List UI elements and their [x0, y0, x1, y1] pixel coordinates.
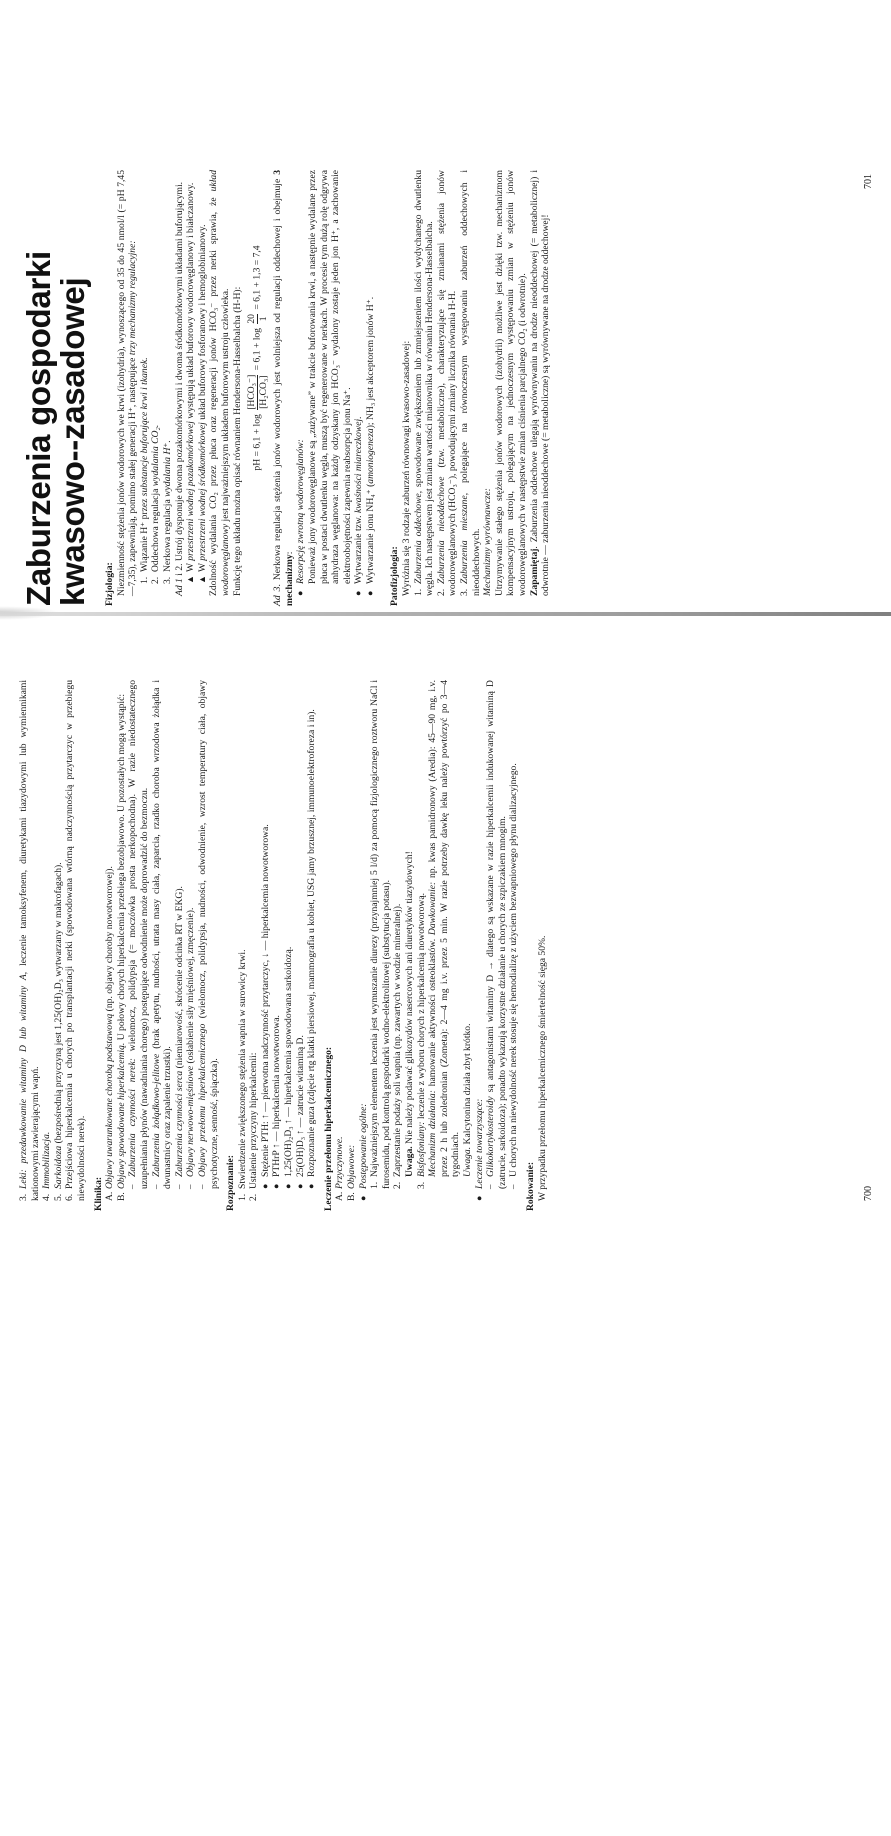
paragraph-zdolnosc: Zdolność wydalania CO₂ przez płuca oraz regeneracji jonów HCO₃⁻ przez nerki sprawia, że układ wodorowęglanowy jest najważniejszym układem buforowym ustroju człowieka. — [208, 170, 231, 596]
list-item: ●1,25(OH)₂D₃ ↑ — hiperkalcemia spowodowana sarkoidozą. — [283, 946, 295, 1189]
paragraph-zapamietaj: Zapamiętaj. Zaburzenia oddechowe ulegają wyrównywaniu na drodze nieoddechowej (= metabolicznej) i odwrotnie — zaburzenia nieoddechowe (= metaboliczne) są wyrównywane na drodze oddechowej! — [528, 170, 552, 596]
paragraph-bisfosfoniany: Mechanizm działania: hamowanie aktywności osteoklastów. Dawkowanie: np. kwas pamidronowy (Aredia): 45—90 mg, i.v. przez 2 h lub zoledronian (Zometa): 2—4 mg i.v. przez 5 min. W razie potrzeby dawkę leku należy powtórzyć po 3—4 tygodniach. — [427, 680, 462, 1177]
dash-icon: – — [127, 1184, 138, 1189]
list-item: 1.Najważniejszym elementem leczenia jest wymuszanie diurezy (przynajmniej 5 l/d) za pomocą fizjologicznego roztworu NaCl i furosemidu, pod kontrolą gospodarki wodno-elektrolitowej (substytucja potasu). — [369, 680, 392, 1189]
list-item: B.Objawowe: — [346, 1144, 358, 1201]
list-item: 3.Bisfosfoniany: leczenie z wyboru chorych z hiperkalcemią nowotworową. — [415, 893, 427, 1189]
list-item: –Zaburzenia czynności nerek: wielomocz, polidypsja (= moczówka prosta nerkopochodna). W razie niedostatecznego uzupełniania płynów (nawadniania chorego) postępujące odwodnienie może doprowadzić do bezmoczu. — [127, 680, 150, 1189]
subheading-mechanizmy: Mechanizmy wyrównawcze: — [482, 488, 494, 596]
list-item: –U chorych na niewydolność nerek stosuje się hemodializę z użyciem bezwapniowego płynu dializacyjnego. — [508, 763, 520, 1189]
dash-icon: – — [485, 1184, 496, 1189]
list-item: A.Przyczynowe. — [334, 1136, 346, 1201]
list-item: 6.Przejściowa hiperkalcemia u chorych po transplantacji nerki (spowodowana wtórną nadczynnością przytarczyc w przebiegu niewydolności nerek). — [64, 680, 87, 1201]
list-item: –Zaburzenia żołądkowo-jelitowe (brak apetytu, nudności, utrata masy ciała, zaparcia, rzadko choroba wrzodowa żołądka i dwunastnicy oraz zapalenie trzustki). — [150, 679, 174, 1189]
bullet-icon: ● — [353, 590, 364, 596]
list-item: 1.Stwierdzenie zwiększonego stężenia wapnia w surowicy krwi. — [236, 949, 248, 1201]
paragraph-ad3: Ad 3. Nerkowa regulacja stężenia jonów wodorowych jest wolniejsza od regulacji oddechowej i obejmuje 3 mechanizmy: — [272, 170, 295, 606]
paragraph-pato-intro: Wyróżnia się 3 rodzaje zaburzeń równowagi kwasowo-zasadowej: — [401, 340, 413, 596]
list-item: ●Rozpoznanie guza (zdjęcie rtg klatki piersiowej, mammografia u kobiet, USG jamy brzusznej, immunoelektroforeza i in). — [306, 709, 318, 1189]
paragraph-ad12: Ad 1 i 2. Ustrój dysponuje dwoma pozakomórkowymi i dwoma śródkomórkowymi układami buforującymi. — [173, 181, 185, 596]
paragraph-funkcje: Funkcję tego układu można opisać równaniem Hendersona-Hasselbalcha (H-H): — [231, 286, 243, 596]
bullet-icon: ● — [283, 1183, 294, 1189]
list-item: 1.Zaburzenia oddechowe, spowodowane zwiększeniem lub zmniejszeniem ilości wydychanego dwutlenku węgla. Ich następstwem jest zmiana wartości mianownika w równaniu Hendersona-Hasselbalcha. — [412, 170, 436, 596]
paragraph-resorpcja: Ponieważ jony wodorowęglanowe są „zużywane” w trakcie buforowania krwi, a następnie wydalane przez płuca w postaci dwutlenku węgla, muszą być regenerowane w nerkach. W procesie tym dużą rolę odgrywa anhydraza węglanowa: na każdy odzyskany jon HCO₃⁻ wydalony zostaje jeden jon H⁺, a zachowanie elektroobojętności zapewnia reabsorpcja jonu Na⁺. — [306, 170, 353, 584]
list-item: ●25(OH)D₃ ↑ — zatrucie witaminą D. — [294, 1035, 306, 1189]
list-item: 4.Immobilizacja. — [41, 1131, 53, 1201]
list-item: ▲W przestrzeni wodnej śródkomórkowej układ buforowy fosforanowy i hemoglobinianowy. — [196, 224, 208, 584]
list-item: ●Stężenie PTH: ↑ — pierwotna nadczynność przytarczyc, ↓ — hiperkalcemia nowotworowa. — [259, 824, 271, 1189]
bullet-icon: ● — [357, 1195, 368, 1201]
list-item: 3.Zaburzenia mieszane, polegające na równoczesnym występowaniu zaburzeń oddechowych i nieoddechowych. — [459, 169, 482, 596]
paragraph-mechanizmy: Utrzymywanie stałego stężenia jonów wodorowych (izohydrii) możliwe jest dzięki tzw. mechanizmom kompensacyjnym ustroju, polegającym na jednoczesnym występowaniu zmian w stężeniu jonów wodorowęglanowych w następstwie zmian ciśnienia parcjalnego CO₂ (i odwrotnie). — [493, 170, 528, 596]
dash-icon: – — [508, 1184, 519, 1189]
heading-rozpoznanie: Rozpoznanie: — [225, 1155, 237, 1211]
heading-klinika: Klinika: — [92, 1176, 104, 1211]
list-item: 3.Nerkowa regulacja wydalania H⁺. — [161, 440, 173, 584]
bullet-icon: ● — [473, 1195, 484, 1201]
page-number: 701 — [863, 174, 874, 189]
list-item: ●Resorpcję zwrotną wodorowęglanów: — [295, 439, 307, 596]
bullet-icon: ● — [294, 1183, 305, 1189]
list-item: 1.Wiązanie H⁺ przez substancje buforujące krwi i tkanek. — [138, 357, 150, 584]
list-item: ●PTHrP ↑ — hiperkalcemia nowotworowa. — [271, 1015, 283, 1189]
list-item: ●Postępowanie ogólne: — [357, 1103, 369, 1201]
list-item: A.Objawy uwarunkowane chorobą podstawową (np. objawy choroby nowotworowej). — [104, 866, 116, 1201]
bullet-icon: ● — [295, 590, 306, 596]
list-item: 2.Zaburzenia nieoddechowe (tzw. metaboliczne), charakteryzujące się zmianami stężenia jonów wodorowęglanowych (HCO₃⁻), powodującymi zmiany licznika równania H-H. — [435, 170, 459, 596]
page-number: 700 — [863, 1186, 874, 1201]
bullet-icon: ● — [259, 1183, 270, 1189]
book-spine — [0, 612, 891, 616]
list-item: –Zaburzenia czynności serca (niemiarowość, skrócenie odcinka RT w EKG). — [173, 886, 185, 1189]
list-item: 2.Ustalenie przyczyny hiperkalcemii: — [248, 1052, 260, 1201]
page-700 — [12, 670, 882, 1215]
list-item: ●Wytwarzanie jonu NH₄⁺ (amoniogeneza); NH₃ jest akceptorem jonów H⁺. — [364, 296, 376, 596]
list-item: ●Wytwarzanie tzw. kwaśności miareczkowej. — [353, 416, 365, 596]
list-item: –Objawy przełomu hiperkalcemicznego (wielomocz, polidypsja, nudności, odwodnienie, wzrost temperatury ciała, objawy psychotyczne, senność, śpiączka). — [196, 680, 220, 1189]
dash-icon: – — [196, 1184, 207, 1189]
dash-icon: – — [150, 1184, 161, 1189]
heading-fizjologia: Fizjologia: — [104, 562, 115, 606]
list-item: 3.Leki: przedawkowanie witaminy D lub witaminy A, leczenie tamoksyfenem, diuretykami tiazydowymi lub wymiennikami kationowymi zawierającymi wapń. — [18, 679, 41, 1201]
list-item: 2.Zaprzestanie podaży soli wapnia (np. zawartych w wodzie mineralnej). — [392, 903, 404, 1189]
heading-leczenie: Leczenie przełomu hiperkalcemicznego: — [322, 1046, 334, 1211]
page-701 — [12, 160, 882, 610]
heading-patofizjologia: Patofizjologia: — [389, 546, 401, 606]
triangle-bullet-icon: ▲ — [185, 575, 196, 584]
note-uwaga: Uwaga. Kalcytonina działa zbyt krótko. — [461, 1023, 473, 1177]
list-item: ▲W przestrzeni wodnej pozakomórkowej występują układ buforowy wodorowęglanowy i białczanowy. — [185, 182, 197, 584]
list-item: –Glikokortykosteroidy są antagonistami witaminy D → dlatego są wskazane w razie hiperkalcemii indukowanej witaminą D (zatrucie, sarkoidoza); ponadto wykazują korzystne działanie u chorych ze szpiczakiem mnogim. — [485, 680, 508, 1189]
bullet-icon: ● — [306, 1183, 317, 1189]
list-item: 2.Oddechowa regulacja wydalania CO₂. — [150, 424, 162, 584]
note-uwaga: Uwaga. Nie należy podawać glikozydów nasercowych ani diuretyków tiazydowych! — [404, 851, 415, 1177]
dash-icon: – — [185, 1184, 196, 1189]
paragraph-rokowanie: W przypadku przełomu hiperkalcemicznego śmiertelność sięga 50%. — [536, 935, 548, 1201]
paragraph-izohydria: Niezmienność stężenia jonów wodorowych we krwi (izohydria), wynoszącego od 35 do 45 nmol/l (= pH 7,45—7,35), zapewniają, pomimo stałej generacji H⁺, następujące trzy mechanizmy regulacyjne: — [115, 170, 139, 596]
triangle-bullet-icon: ▲ — [196, 575, 207, 584]
bullet-icon: ● — [271, 1183, 282, 1189]
dash-icon: – — [173, 1184, 184, 1189]
bullet-icon: ● — [364, 590, 375, 596]
chapter-title: Zaburzenia gospodarki kwasowo--zasadowej — [20, 251, 91, 606]
list-item: B.Objawy spowodowane hiperkalcemią. U połowy chorych hiperkalcemia przebiega bezobjawowo. U pozostałych mogą wystąpić: — [115, 693, 127, 1201]
list-item: 5.Sarkoidoza (bezpośrednią przyczyną jest 1,25(OH)₂D₃ wytwarzany w makrofagach). — [52, 862, 64, 1201]
list-item: –Objawy nerwowo-mięśniowe (osłabienie siły mięśniowej, zmęczenie). — [185, 907, 197, 1189]
henderson-hasselbalch-formula: pH = 6,1 + log [HCO₃⁻] [H₂CO₃] = 6,1 + log 20 1 = 6,1 + 1,3 = 7,4 — [246, 245, 270, 471]
heading-rokowanie: Rokowanie: — [524, 1161, 536, 1211]
list-item: ●Leczenie towarzyszące: — [473, 1098, 485, 1201]
